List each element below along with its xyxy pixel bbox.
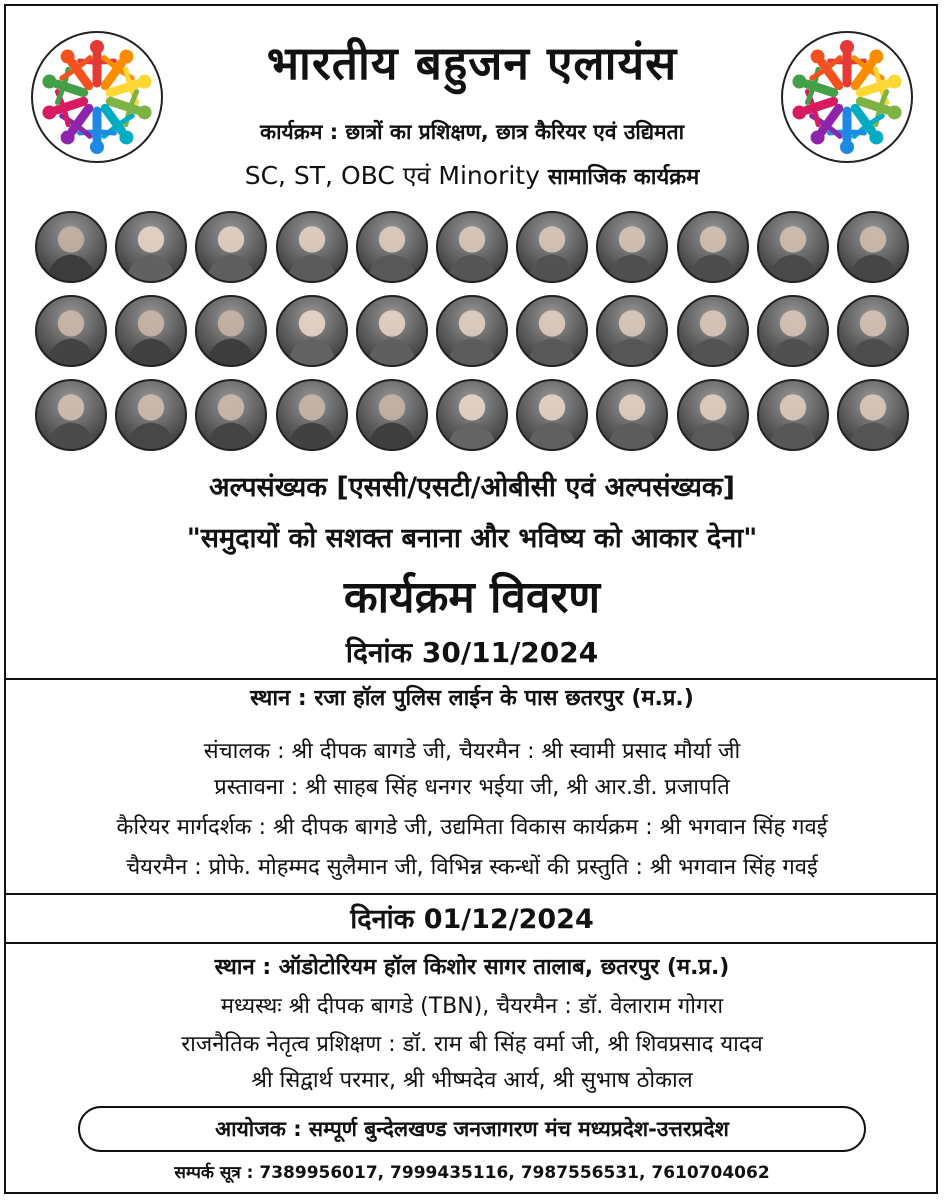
portrait-grid <box>35 211 909 451</box>
day2-line-2: राजनैतिक नेतृत्व प्रशिक्षण : डॉ. राम बी सिंह वर्मा जी, श्री शिवप्रसाद यादव <box>181 1032 763 1057</box>
social-groups-text: SC, ST, OBC एवं Minority <box>244 161 540 190</box>
portrait-photo-icon <box>596 211 668 283</box>
program-subtitle: कार्यक्रम : छात्रों का प्रशिक्षण, छात्र कैरियर एवं उद्यिमता <box>259 120 685 144</box>
venue-day2: स्थान : ऑडोटोरियम हॉल किशोर सागर तालाब, छतरपुर (म.प्र.) <box>214 955 730 980</box>
portrait-photo-icon <box>35 211 107 283</box>
day1-line-3: कैरियर मार्गदर्शक : श्री दीपक बागडे जी, उद्यमिता विकास कार्यक्रम : श्री भगवान सिंह गवई <box>116 815 828 840</box>
portrait-photo-icon <box>195 295 267 367</box>
day2-line-3: श्री सिद्वार्थ परमार, श्री भीष्मदेव आर्य, श्री सुभाष ठोकाल <box>251 1068 693 1093</box>
day1-line-4: चैयरमैन : प्रोफे. मोहम्मद सुलैमान जी, विभिन्न स्कन्धों की प्रस्तुति : श्री भगवान सिंह गवई <box>126 855 818 880</box>
communities-heading: अल्पसंख्यक [एससी/एसटी/ओबीसी एवं अल्पसंख्यक] <box>208 472 735 503</box>
portrait-photo-icon <box>677 211 749 283</box>
portrait-photo-icon <box>35 295 107 367</box>
portrait-photo-icon <box>436 379 508 451</box>
portrait-photo-icon <box>757 379 829 451</box>
portrait-photo-icon <box>436 211 508 283</box>
day1-line-2: प्रस्तावना : श्री साहब सिंह धनगर भईया जी, श्री आर.डी. प्रजापति <box>214 775 730 800</box>
portrait-photo-icon <box>436 295 508 367</box>
venue-day1: स्थान : रजा हॉल पुलिस लाईन के पास छतरपुर (म.प्र.) <box>250 686 694 711</box>
portrait-photo-icon <box>677 295 749 367</box>
portrait-photo-icon <box>837 295 909 367</box>
portrait-photo-icon <box>276 379 348 451</box>
divider <box>4 678 938 680</box>
org-title: भारतीय बहुजन एलायंस <box>266 36 678 90</box>
portrait-photo-icon <box>757 295 829 367</box>
portrait-photo-icon <box>356 295 428 367</box>
contact-numbers: सम्पर्क सूत्र : 7389956017, 7999435116, 7987556531, 7610704062 <box>174 1163 770 1183</box>
portrait-photo-icon <box>516 211 588 283</box>
portrait-photo-icon <box>115 379 187 451</box>
portrait-photo-icon <box>195 211 267 283</box>
organizer-banner: आयोजक : सम्पूर्ण बुन्देलखण्ड जनजागरण मंच मध्यप्रदेश-उत्तरप्रदेश <box>78 1106 866 1152</box>
portrait-photo-icon <box>596 379 668 451</box>
divider <box>4 942 938 944</box>
portrait-photo-icon <box>596 295 668 367</box>
program-details-title: कार्यक्रम विवरण <box>343 572 601 623</box>
social-program-text: सामाजिक कार्यक्रम <box>547 165 700 190</box>
portrait-photo-icon <box>356 211 428 283</box>
portrait-photo-icon <box>35 379 107 451</box>
portrait-photo-icon <box>195 379 267 451</box>
portrait-photo-icon <box>837 379 909 451</box>
divider <box>4 893 938 895</box>
people-circle-logo-icon <box>780 30 914 164</box>
portrait-photo-icon <box>276 211 348 283</box>
date-day1: दिनांक 30/11/2024 <box>345 636 599 669</box>
portrait-photo-icon <box>837 211 909 283</box>
portrait-photo-icon <box>276 295 348 367</box>
slogan: "समुदायों को सशक्त बनाना और भविष्य को आकार देना" <box>186 523 758 554</box>
date-day2: दिनांक 01/12/2024 <box>350 904 594 935</box>
portrait-photo-icon <box>356 379 428 451</box>
social-program-line <box>170 160 774 194</box>
portrait-photo-icon <box>677 379 749 451</box>
people-circle-logo-icon <box>30 30 164 164</box>
portrait-photo-icon <box>516 295 588 367</box>
portrait-photo-icon <box>516 379 588 451</box>
portrait-photo-icon <box>115 211 187 283</box>
day2-line-1: मध्यस्थः श्री दीपक बागडे (TBN), चैयरमैन : डॉ. वेलाराम गोगरा <box>220 994 724 1019</box>
day1-line-1: संचालक : श्री दीपक बागडे जी, चैयरमैन : श्री स्वामी प्रसाद मौर्या जी <box>203 739 741 764</box>
portrait-photo-icon <box>115 295 187 367</box>
portrait-photo-icon <box>757 211 829 283</box>
